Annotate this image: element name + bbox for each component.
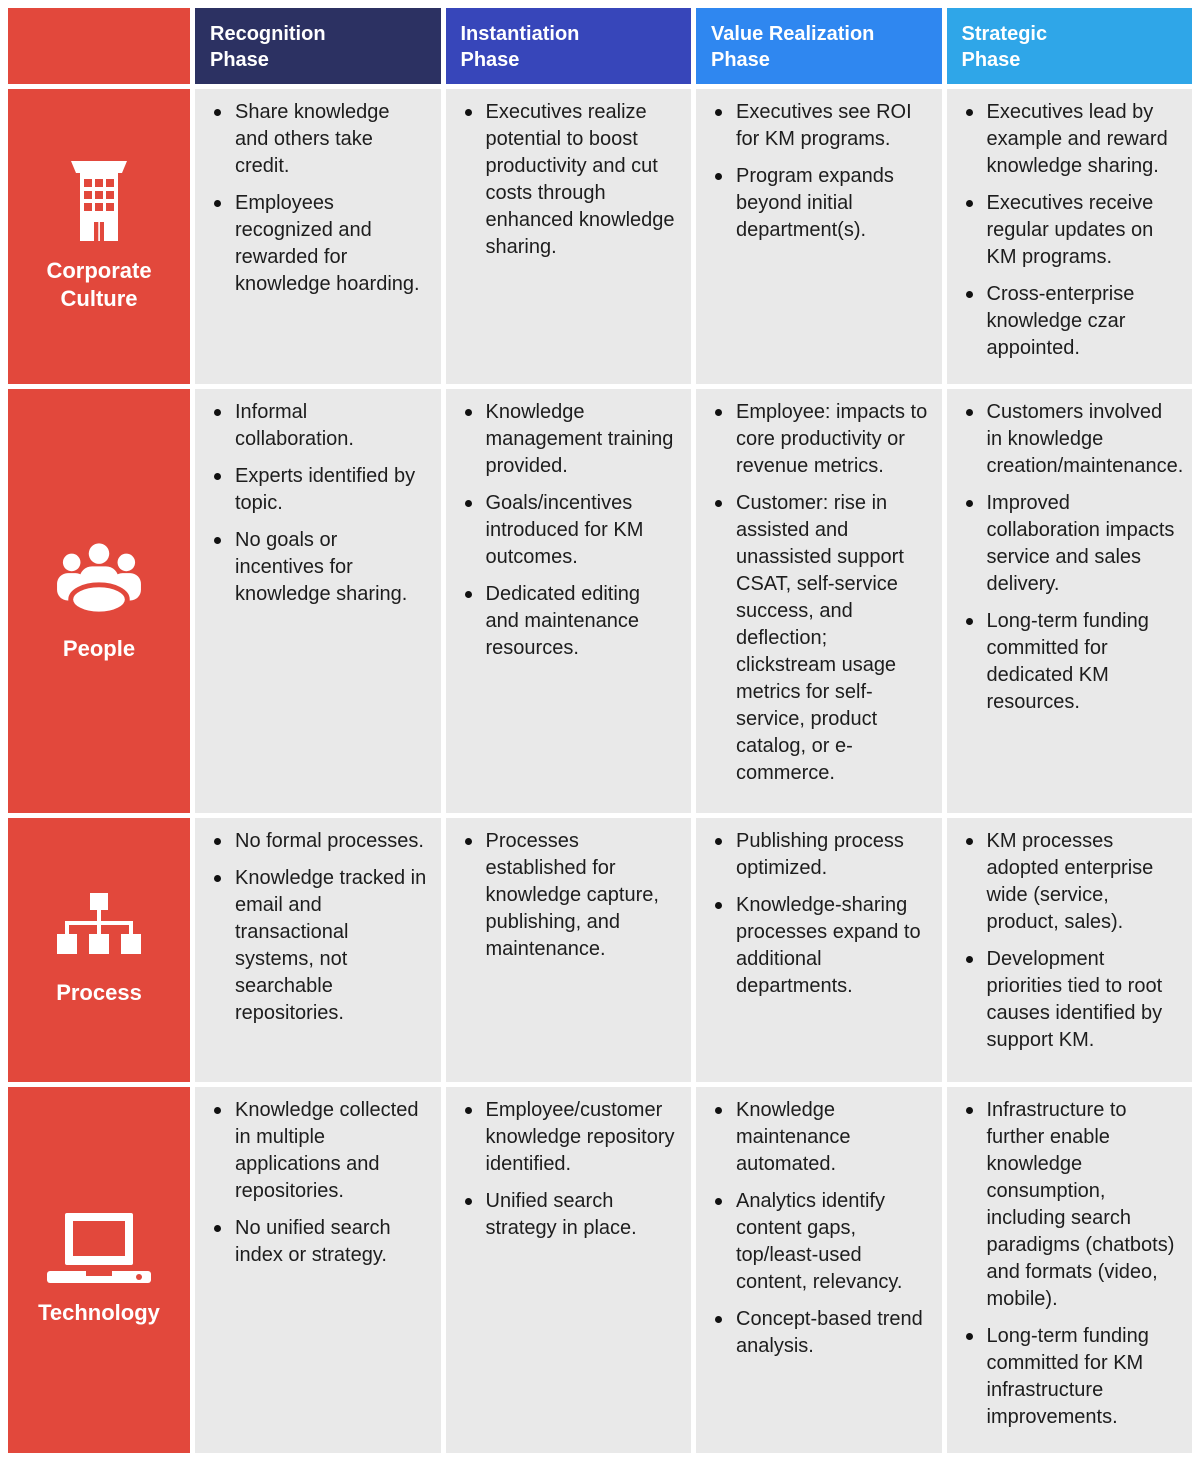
row-header-label: Technology	[38, 1300, 160, 1325]
bullet-item: Employee/customer knowledge repository identified.	[458, 1097, 682, 1178]
phase-suffix: Phase	[460, 49, 520, 71]
bullet-item: Customers involved in knowledge creation/maintenance.	[959, 399, 1183, 480]
bullet-list	[708, 1097, 932, 1360]
corner-cell	[8, 8, 190, 84]
bullet-item: Goals/incentives introduced for KM outcomes.	[458, 490, 682, 571]
matrix-cell-technology-recognition	[195, 1087, 441, 1453]
matrix-cell-process-value-realization	[696, 818, 942, 1082]
bullet-item: Customer: rise in assisted and unassisted support CSAT, self-service success, and deflection; clickstream usage metrics for self-service, product catalog, or e-commerce.	[708, 490, 932, 787]
bullet-item: Knowledge tracked in email and transactional systems, not searchable repositories.	[207, 865, 431, 1027]
matrix-cell-process-recognition	[195, 818, 441, 1082]
bullet-item: Employees recognized and rewarded for knowledge hoarding.	[207, 190, 431, 298]
matrix-cell-people-value-realization	[696, 389, 942, 813]
bullet-item: Cross-enterprise knowledge czar appointed.	[959, 281, 1183, 362]
bullet-item: Knowledge maintenance automated.	[708, 1097, 932, 1178]
phase-suffix: Phase	[961, 49, 1021, 71]
bullet-item: Executives receive regular updates on KM programs.	[959, 190, 1183, 271]
row-header-corporate-culture	[8, 89, 190, 384]
phase-name: Instantiation	[460, 23, 580, 45]
row-header-label: Corporate Culture	[46, 257, 152, 311]
bullet-item: Long-term funding committed for KM infrastructure improvements.	[959, 1323, 1183, 1431]
bullet-list	[708, 828, 932, 1000]
phase-name: Recognition	[210, 23, 326, 45]
bullet-item: Informal collaboration.	[207, 399, 431, 453]
phase-suffix: Phase	[711, 49, 770, 71]
bullet-list	[959, 828, 1183, 1054]
phase-name: Value Realization	[711, 23, 875, 45]
bullet-item: No formal processes.	[207, 828, 431, 855]
bullet-list	[959, 1097, 1183, 1431]
row-header-label: People	[62, 636, 136, 661]
bullet-item: Executives realize potential to boost productivity and cut costs through enhanced knowledge sharing.	[458, 99, 682, 261]
matrix-cell-process-strategic	[947, 818, 1193, 1082]
bullet-item: Concept-based trend analysis.	[708, 1306, 932, 1360]
bullet-item: Program expands beyond initial department(s).	[708, 163, 932, 244]
bullet-list	[458, 1097, 682, 1242]
bullet-item: Dedicated editing and maintenance resources.	[458, 581, 682, 662]
bullet-item: Improved collaboration impacts service and sales delivery.	[959, 490, 1183, 598]
bullet-item: Analytics identify content gaps, top/least-used content, relevancy.	[708, 1188, 932, 1296]
matrix-cell-technology-value-realization	[696, 1087, 942, 1453]
bullet-list	[458, 399, 682, 662]
bullet-item: Unified search strategy in place.	[458, 1188, 682, 1242]
matrix-cell-corporate-culture-recognition	[195, 89, 441, 384]
matrix-cell-people-recognition	[195, 389, 441, 813]
matrix-cell-people-instantiation	[446, 389, 692, 813]
building-icon	[68, 161, 130, 241]
matrix-cell-corporate-culture-instantiation	[446, 89, 692, 384]
hierarchy-icon	[57, 893, 141, 963]
bullet-item: Infrastructure to further enable knowledge consumption, including search paradigms (chatbots) and formats (video, mobile).	[959, 1097, 1183, 1313]
bullet-list	[207, 828, 431, 1027]
bullet-list	[207, 99, 431, 298]
bullet-item: Knowledge management training provided.	[458, 399, 682, 480]
column-header-value-realization	[696, 8, 942, 84]
bullet-item: Executives lead by example and reward knowledge sharing.	[959, 99, 1183, 180]
bullet-list	[708, 99, 932, 244]
bullet-list	[207, 399, 431, 608]
bullet-item: Executives see ROI for KM programs.	[708, 99, 932, 153]
row-header-label: Process	[56, 980, 142, 1005]
bullet-item: Knowledge-sharing processes expand to additional departments.	[708, 892, 932, 1000]
matrix-cell-people-strategic	[947, 389, 1193, 813]
matrix-cell-technology-strategic	[947, 1087, 1193, 1453]
row-header-technology	[8, 1087, 190, 1453]
bullet-item: No goals or incentives for knowledge sharing.	[207, 527, 431, 608]
bullet-list	[959, 399, 1183, 716]
row-header-people	[8, 389, 190, 813]
matrix-cell-technology-instantiation	[446, 1087, 692, 1453]
bullet-list	[708, 399, 932, 787]
bullet-item: Knowledge collected in multiple applications and repositories.	[207, 1097, 431, 1205]
bullet-list	[458, 828, 682, 963]
bullet-list	[458, 99, 682, 261]
column-header-instantiation	[446, 8, 692, 84]
matrix-cell-corporate-culture-value-realization	[696, 89, 942, 384]
maturity-table	[8, 8, 1192, 1453]
bullet-item: No unified search index or strategy.	[207, 1215, 431, 1269]
matrix-cell-corporate-culture-strategic	[947, 89, 1193, 384]
bullet-list	[207, 1097, 431, 1269]
bullet-item: Share knowledge and others take credit.	[207, 99, 431, 180]
bullet-item: Development priorities tied to root causes identified by support KM.	[959, 946, 1183, 1054]
matrix-cell-process-instantiation	[446, 818, 692, 1082]
people-group-icon	[51, 539, 147, 619]
bullet-item: Processes established for knowledge capture, publishing, and maintenance.	[458, 828, 682, 963]
column-header-strategic	[947, 8, 1193, 84]
phase-suffix: Phase	[210, 49, 269, 71]
computer-icon	[47, 1213, 151, 1283]
bullet-item: Experts identified by topic.	[207, 463, 431, 517]
bullet-item: Employee: impacts to core productivity or revenue metrics.	[708, 399, 932, 480]
bullet-item: Publishing process optimized.	[708, 828, 932, 882]
bullet-list	[959, 99, 1183, 362]
bullet-item: Long-term funding committed for dedicated KM resources.	[959, 608, 1183, 716]
column-header-recognition	[195, 8, 441, 84]
row-header-process	[8, 818, 190, 1082]
phase-name: Strategic	[961, 23, 1048, 45]
bullet-item: KM processes adopted enterprise wide (service, product, sales).	[959, 828, 1183, 936]
